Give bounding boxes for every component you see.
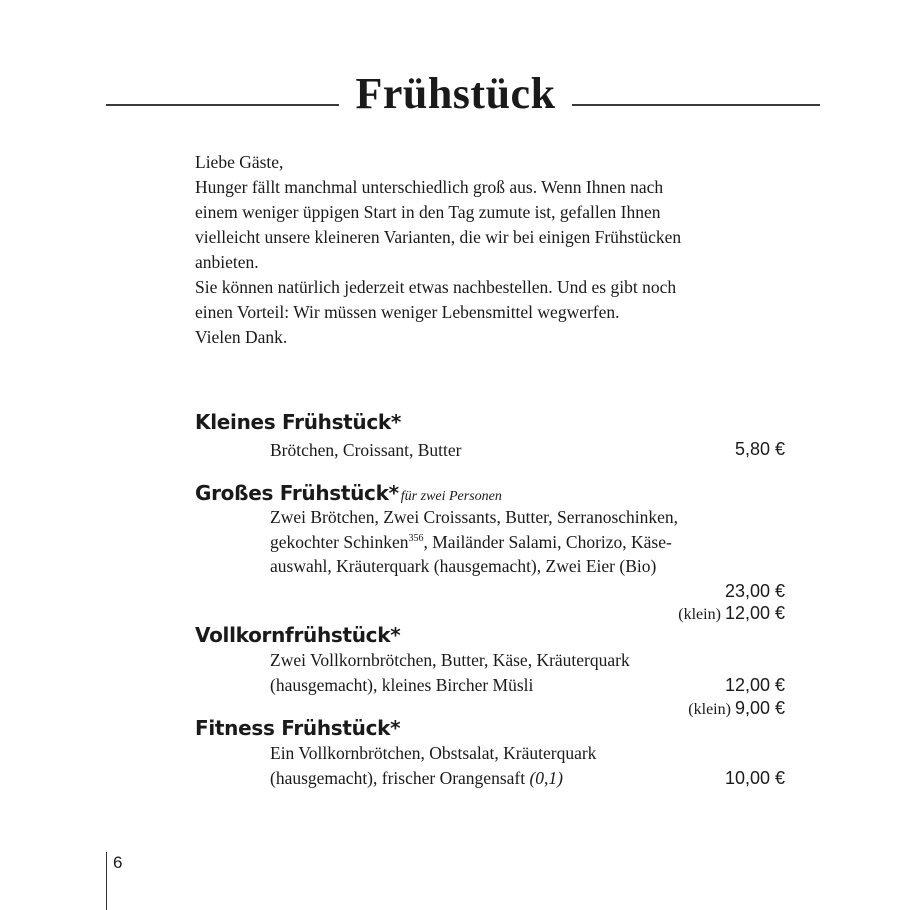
menu-item-name: Fitness Frühstück* bbox=[195, 716, 401, 740]
menu-item-title bbox=[195, 715, 400, 741]
menu-item-price bbox=[725, 674, 785, 696]
description-line: (hausgemacht), kleines Bircher Müsli bbox=[270, 674, 534, 695]
price-value: 5,80 € bbox=[734, 439, 785, 459]
price-prefix: (klein) bbox=[678, 606, 721, 623]
intro-line: anbieten. bbox=[195, 252, 259, 272]
price-value: 12,00 € bbox=[724, 675, 785, 695]
intro-line: Sie können natürlich jederzeit etwas nachbestellen. Und es gibt noch bbox=[195, 277, 677, 297]
menu-item-price bbox=[735, 438, 785, 460]
description-line: Zwei Vollkornbrötchen, Butter, Käse, Kräuterquark bbox=[270, 650, 630, 670]
description-line: Ein Vollkornbrötchen, Obstsalat, Kräuterquark bbox=[270, 743, 597, 763]
description-line bbox=[270, 530, 678, 555]
menu-item-description bbox=[270, 741, 596, 790]
menu-item-name: Großes Frühstück* bbox=[195, 481, 399, 505]
description-line: auswahl, Kräuterquark (hausgemacht), Zwei Eier (Bio) bbox=[270, 556, 657, 576]
description-text: , Mailänder Salami, Chorizo, Käse- bbox=[423, 531, 672, 552]
menu-item-title bbox=[195, 409, 401, 435]
menu-item-title bbox=[195, 622, 400, 648]
price-value: 23,00 € bbox=[724, 581, 785, 601]
intro-text bbox=[195, 150, 795, 350]
description-line: Zwei Brötchen, Zwei Croissants, Butter, Serranoschinken, bbox=[270, 507, 679, 527]
intro-line: einen Vorteil: Wir müssen weniger Lebensmittel wegwerfen. bbox=[195, 302, 620, 322]
description-italic: (0,1) bbox=[529, 767, 563, 788]
title-rule-right bbox=[572, 104, 820, 106]
intro-line: einem weniger üppigen Start in den Tag zumute ist, gefallen Ihnen bbox=[195, 202, 661, 222]
description-text: gekochter Schinken bbox=[270, 531, 409, 552]
intro-line: Liebe Gäste, bbox=[195, 152, 284, 172]
menu-item-name: Vollkornfrühstück* bbox=[195, 623, 401, 647]
menu-item-description bbox=[270, 438, 462, 463]
intro-line: Vielen Dank. bbox=[195, 327, 288, 347]
description-line: Brötchen, Croissant, Butter bbox=[270, 440, 462, 460]
menu-item-price-small bbox=[688, 697, 785, 721]
price-value: 9,00 € bbox=[734, 698, 785, 718]
description-line bbox=[270, 766, 596, 791]
intro-line: vielleicht unsere kleineren Varianten, die wir bei einigen Frühstücken bbox=[195, 227, 682, 247]
menu-item-price-small bbox=[678, 602, 785, 626]
menu-item-price bbox=[725, 767, 785, 789]
menu-item-note: für zwei Personen bbox=[400, 489, 502, 504]
menu-item-description bbox=[270, 505, 678, 579]
intro-line: Hunger fällt manchmal unterschiedlich groß aus. Wenn Ihnen nach bbox=[195, 177, 664, 197]
price-prefix: (klein) bbox=[688, 701, 731, 718]
page-number: 6 bbox=[113, 853, 123, 872]
page-title: Frühstück bbox=[355, 69, 556, 118]
page-number-rule bbox=[106, 852, 107, 910]
menu-item-name: Kleines Frühstück* bbox=[195, 410, 402, 434]
description-text: (hausgemacht), frischer Orangensaft bbox=[270, 767, 530, 788]
allergen-superscript: 356 bbox=[408, 532, 424, 544]
menu-item-description bbox=[270, 648, 630, 697]
menu-item-price bbox=[725, 580, 785, 602]
price-value: 10,00 € bbox=[724, 768, 785, 788]
title-rule-left bbox=[106, 104, 339, 106]
price-value: 12,00 € bbox=[724, 603, 785, 623]
